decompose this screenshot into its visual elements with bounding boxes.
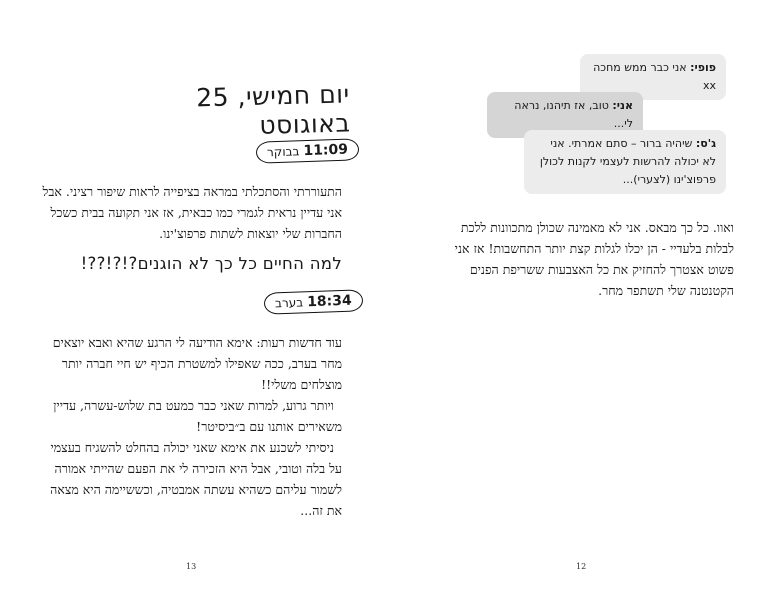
chat-message: שיהיה ברור – סתם אמרתי. אני לא יכולה להרשות לעצמי לקנות לכולן פרפוצ'ינו (לצערי)... [539,137,716,186]
time-value: 11:09 [303,141,349,160]
diary-paragraph-evening [42,332,342,521]
diary-paragraph-morning: התעוררתי והסתכלתי במראה בציפייה לראות שיפור רציני. אבל אני עדיין נראית לגמרי כמו כבאית, אז אני תקועה בבית כשכל החברות שלי יוצאות לשתות פרפוצ'ינו. [42,184,342,241]
chat-sender: פופי: [690,61,716,74]
diary-exclamation: למה החיים כל כך לא הוגנים?!?!??! [80,254,342,273]
chat-message: טוב, אז תיהנו, נראה לי... [514,99,633,130]
chat-sender: אני: [612,99,633,112]
right-page [384,0,768,598]
chat-message: אני כבר ממש מחכה xx [593,61,716,92]
time-stamp-evening [264,289,363,314]
chat-bubble-jess [524,130,726,194]
time-label: בבוקר [266,144,300,160]
diary-paragraph-right: ואוו. כל כך מבאס. אני לא מאמינה שכולן מתכוונות ללכת לבלות בלעדיי - הן יכלו לגלות קצת יותר התחשבות! אז אני פשוט אצטרך להחזיק את כל האצבעות ששריפת הפנים הקטנטנה שלי תשתפר מחר. [454,220,734,298]
chat-sender: ג'ס: [695,137,716,150]
evening-paragraph-2: ויותר גרוע, למרות שאני כבר כמעט בת שלוש-עשרה, עדיין משאירים אותנו עם ב״ביסיטר! [53,398,342,434]
evening-paragraph-3: ניסיתי לשכנע את אימא שאני יכולה בהחלט להשגיח בעצמי על בלה וטובי, אבל היא הזכירה לי את הפעם שהייתי אמורה לשמור עליהם כשהיא עשתה אמבטיה, וכששיימה היא מצאה את זה... [50,440,342,518]
time-value: 18:34 [306,292,353,311]
time-label: בערב [274,295,304,311]
evening-paragraph-1: עוד חדשות רעות: אימא הודיעה לי הרגע שהיא ואבא יוצאים מחר בערב, ככה שאפילו למשטרת הכיף יש חיי חברה יותר מוצלחים משלי!! [52,335,342,392]
page-number: 12 [576,562,587,571]
time-stamp-morning [256,138,360,164]
page-number: 13 [186,562,197,571]
diary-date-heading: יום חמישי, 25 באוגוסט [195,79,351,140]
